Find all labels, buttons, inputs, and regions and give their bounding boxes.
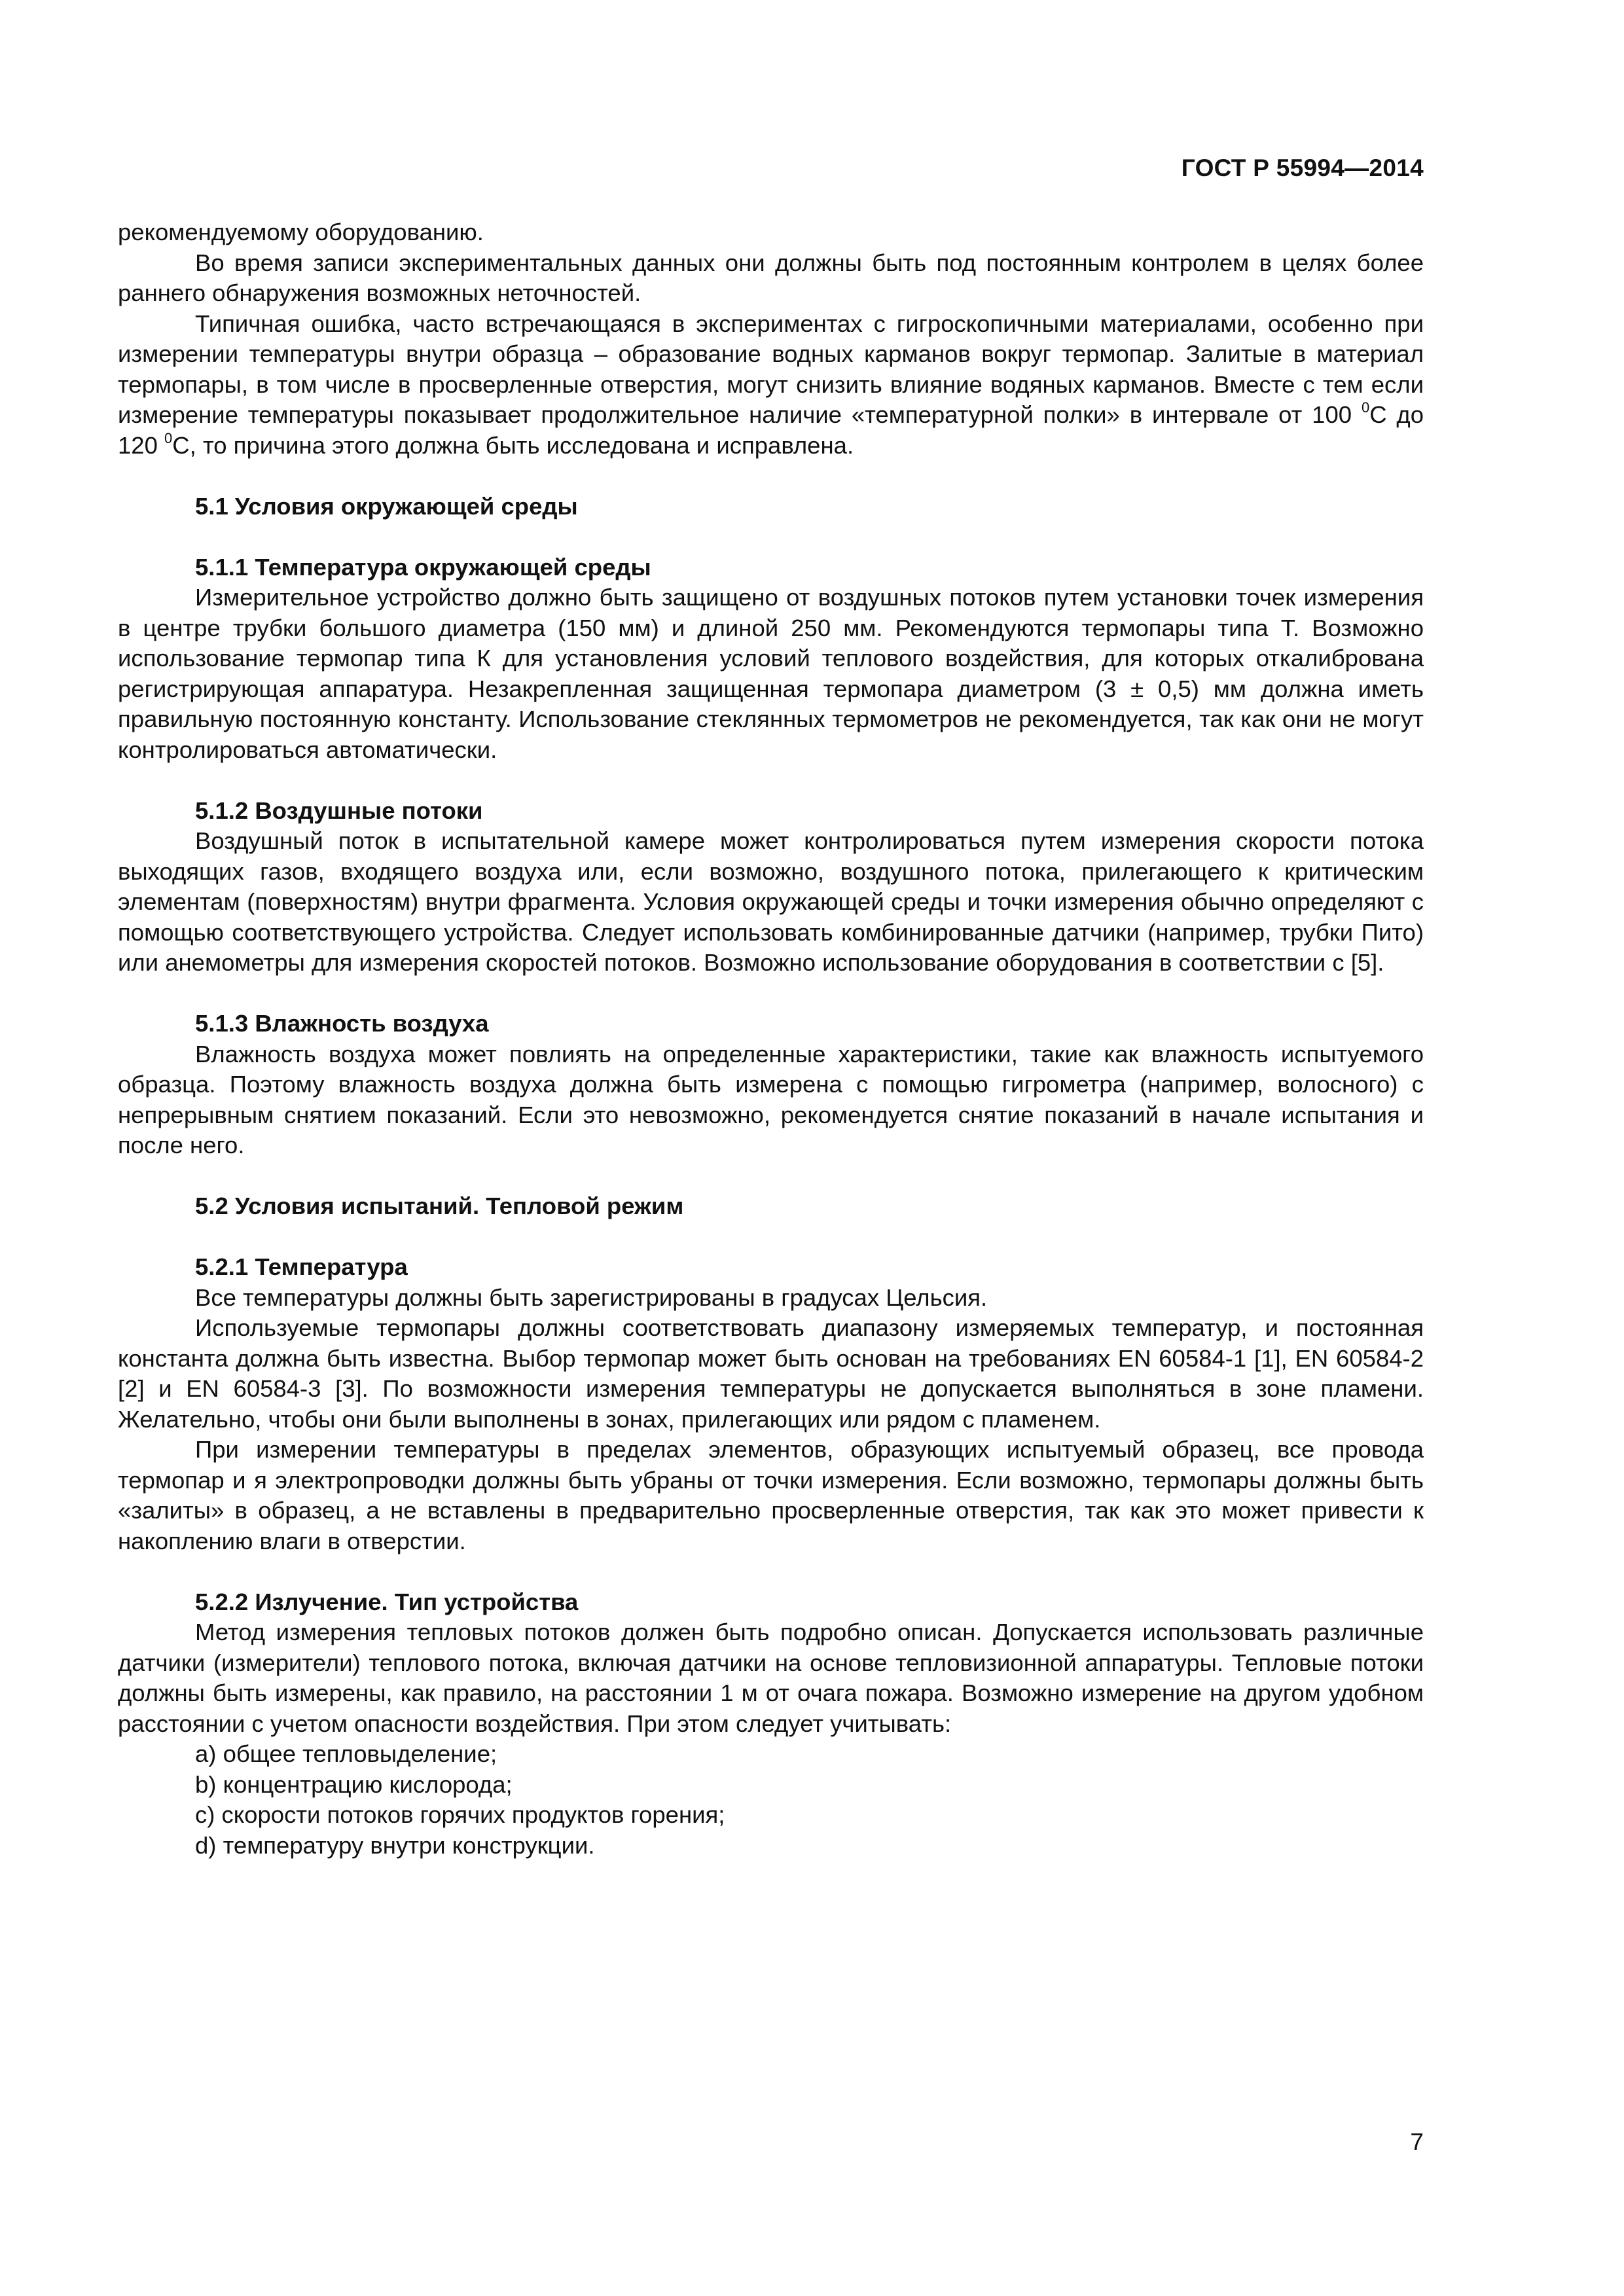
text-fragment: С до 120 (118, 401, 1424, 459)
section-heading-5-2: 5.2 Условия испытаний. Тепловой режим (195, 1193, 684, 1219)
section-heading-5-2-2: 5.2.2 Излучение. Тип устройства (195, 1588, 579, 1615)
section-heading-5-1-1: 5.1.1 Температура окружающей среды (195, 553, 651, 581)
section-heading-5-1-2: 5.1.2 Воздушные потоки (195, 797, 483, 824)
list-item: c) скорости потоков горячих продуктов горения; (195, 1801, 725, 1828)
paragraph-heat-flux: Метод измерения тепловых потоков должен быть подробно описан. Допускается использовать различные датчики (измерители) теплового потока, включая датчики на основе тепловизионной аппаратуры. Тепловые потоки должны быть измерены, как правило, на расстоянии 1 м от очага пожара. Возможно измерение на другом удобном расстоянии с учетом опасности воздействия. При этом следует учитывать: (118, 1619, 1424, 1737)
section-heading-5-1-3: 5.1.3 Влажность воздуха (195, 1010, 489, 1037)
paragraph-wiring: При измерении температуры в пределах элементов, образующих испытуемый образец, все провода термопар и я электропроводки должны быть убраны от точки измерения. Если возможно, термопары должны быть «залиты» в образец, а не вставлены в предварительно просверленные отверстия, так как это может привести к накоплению влаги в отверстии. (118, 1436, 1424, 1554)
paragraph-typical-error (118, 309, 1424, 461)
list-item: а) общее тепловыделение; (195, 1740, 497, 1767)
paragraph-ambient-temperature: Измерительное устройство должно быть защищено от воздушных потоков путем установки точек измерения в центре трубки большого диаметра (150 мм) и длиной 250 мм. Рекомендуются термопары типа T. Возможно использование термопар типа К для установления условий теплового воздействия, для которых откалибрована регистрирующая аппаратура. Незакрепленная защищенная термопара диаметром (3 ± 0,5) мм должна иметь правильную постоянную константу. Использование стеклянных термометров не рекомендуется, так как они не могут контролироваться автоматически. (118, 584, 1424, 763)
superscript-degree: 0 (164, 429, 173, 446)
document-code-header: ГОСТ Р 55994—2014 (1181, 154, 1424, 181)
list-item: b) концентрацию кислорода; (195, 1770, 513, 1798)
paragraph-air-humidity: Влажность воздуха может повлиять на определенные характеристики, такие как влажность испытуемого образца. Поэтому влажность воздуха должна быть измерена с помощью гигрометра (например, волосного) с непрерывным снятием показаний. Если это невозможно, рекомендуется снятие показаний в начале испытания и после него. (118, 1040, 1424, 1158)
text-fragment: С, то причина этого должна быть исследована и исправлена. (172, 431, 854, 459)
paragraph-continuation: рекомендуемому оборудованию. (118, 219, 484, 245)
paragraph-air-flows: Воздушный поток в испытательной камере может контролироваться путем измерения скорости потока выходящих газов, входящего воздуха или, если возможно, воздушного потока, прилегающего к критическим элементам (поверхностям) внутри фрагмента. Условия окружающей среды и точки измерения обычно определяют с помощью соответствующего устройства. Следует использовать комбинированные датчики (например, трубки Пито) или анемометры для измерения скоростей потоков. Возможно использование оборудования в соответствии с [5]. (118, 827, 1424, 976)
list-item: d) температуру внутри конструкции. (195, 1831, 595, 1859)
superscript-degree: 0 (1361, 399, 1370, 416)
text-fragment: Типичная ошибка, часто встречающаяся в экспериментах с гигроскопичными материалами, особенно при измерении температуры внутри образца – образование водных карманов вокруг термопар. Залитые в материал термопары, в том числе в просверленные отверстия, могут снизить влияние водяных карманов. Вместе с тем если измерение температуры показывает продолжительное наличие «температурной полки» в интервале от 100 (118, 310, 1424, 428)
page-number: 7 (1410, 2128, 1424, 2155)
document-body (118, 217, 1424, 1861)
paragraph-monitoring: Во время записи экспериментальных данных они должны быть под постоянным контролем в целях более раннего обнаружения возможных неточностей. (118, 249, 1424, 306)
section-heading-5-1: 5.1 Условия окружающей среды (195, 492, 578, 520)
paragraph-thermocouples: Используемые термопары должны соответствовать диапазону измеряемых температур, и постоянная константа должна быть известна. Выбор термопар может быть основан на требованиях EN 60584-1 [1], EN 60584-2 [2] и EN 60584-3 [3]. По возможности измерения температуры не допускается выполняться в зоне пламени. Желательно, чтобы они были выполнены в зонах, прилегающих или рядом с пламенем. (118, 1314, 1424, 1433)
document-page (118, 0, 1424, 2296)
paragraph-celsius: Все температуры должны быть зарегистрированы в градусах Цельсия. (195, 1283, 988, 1311)
section-heading-5-2-1: 5.2.1 Температура (195, 1253, 408, 1280)
